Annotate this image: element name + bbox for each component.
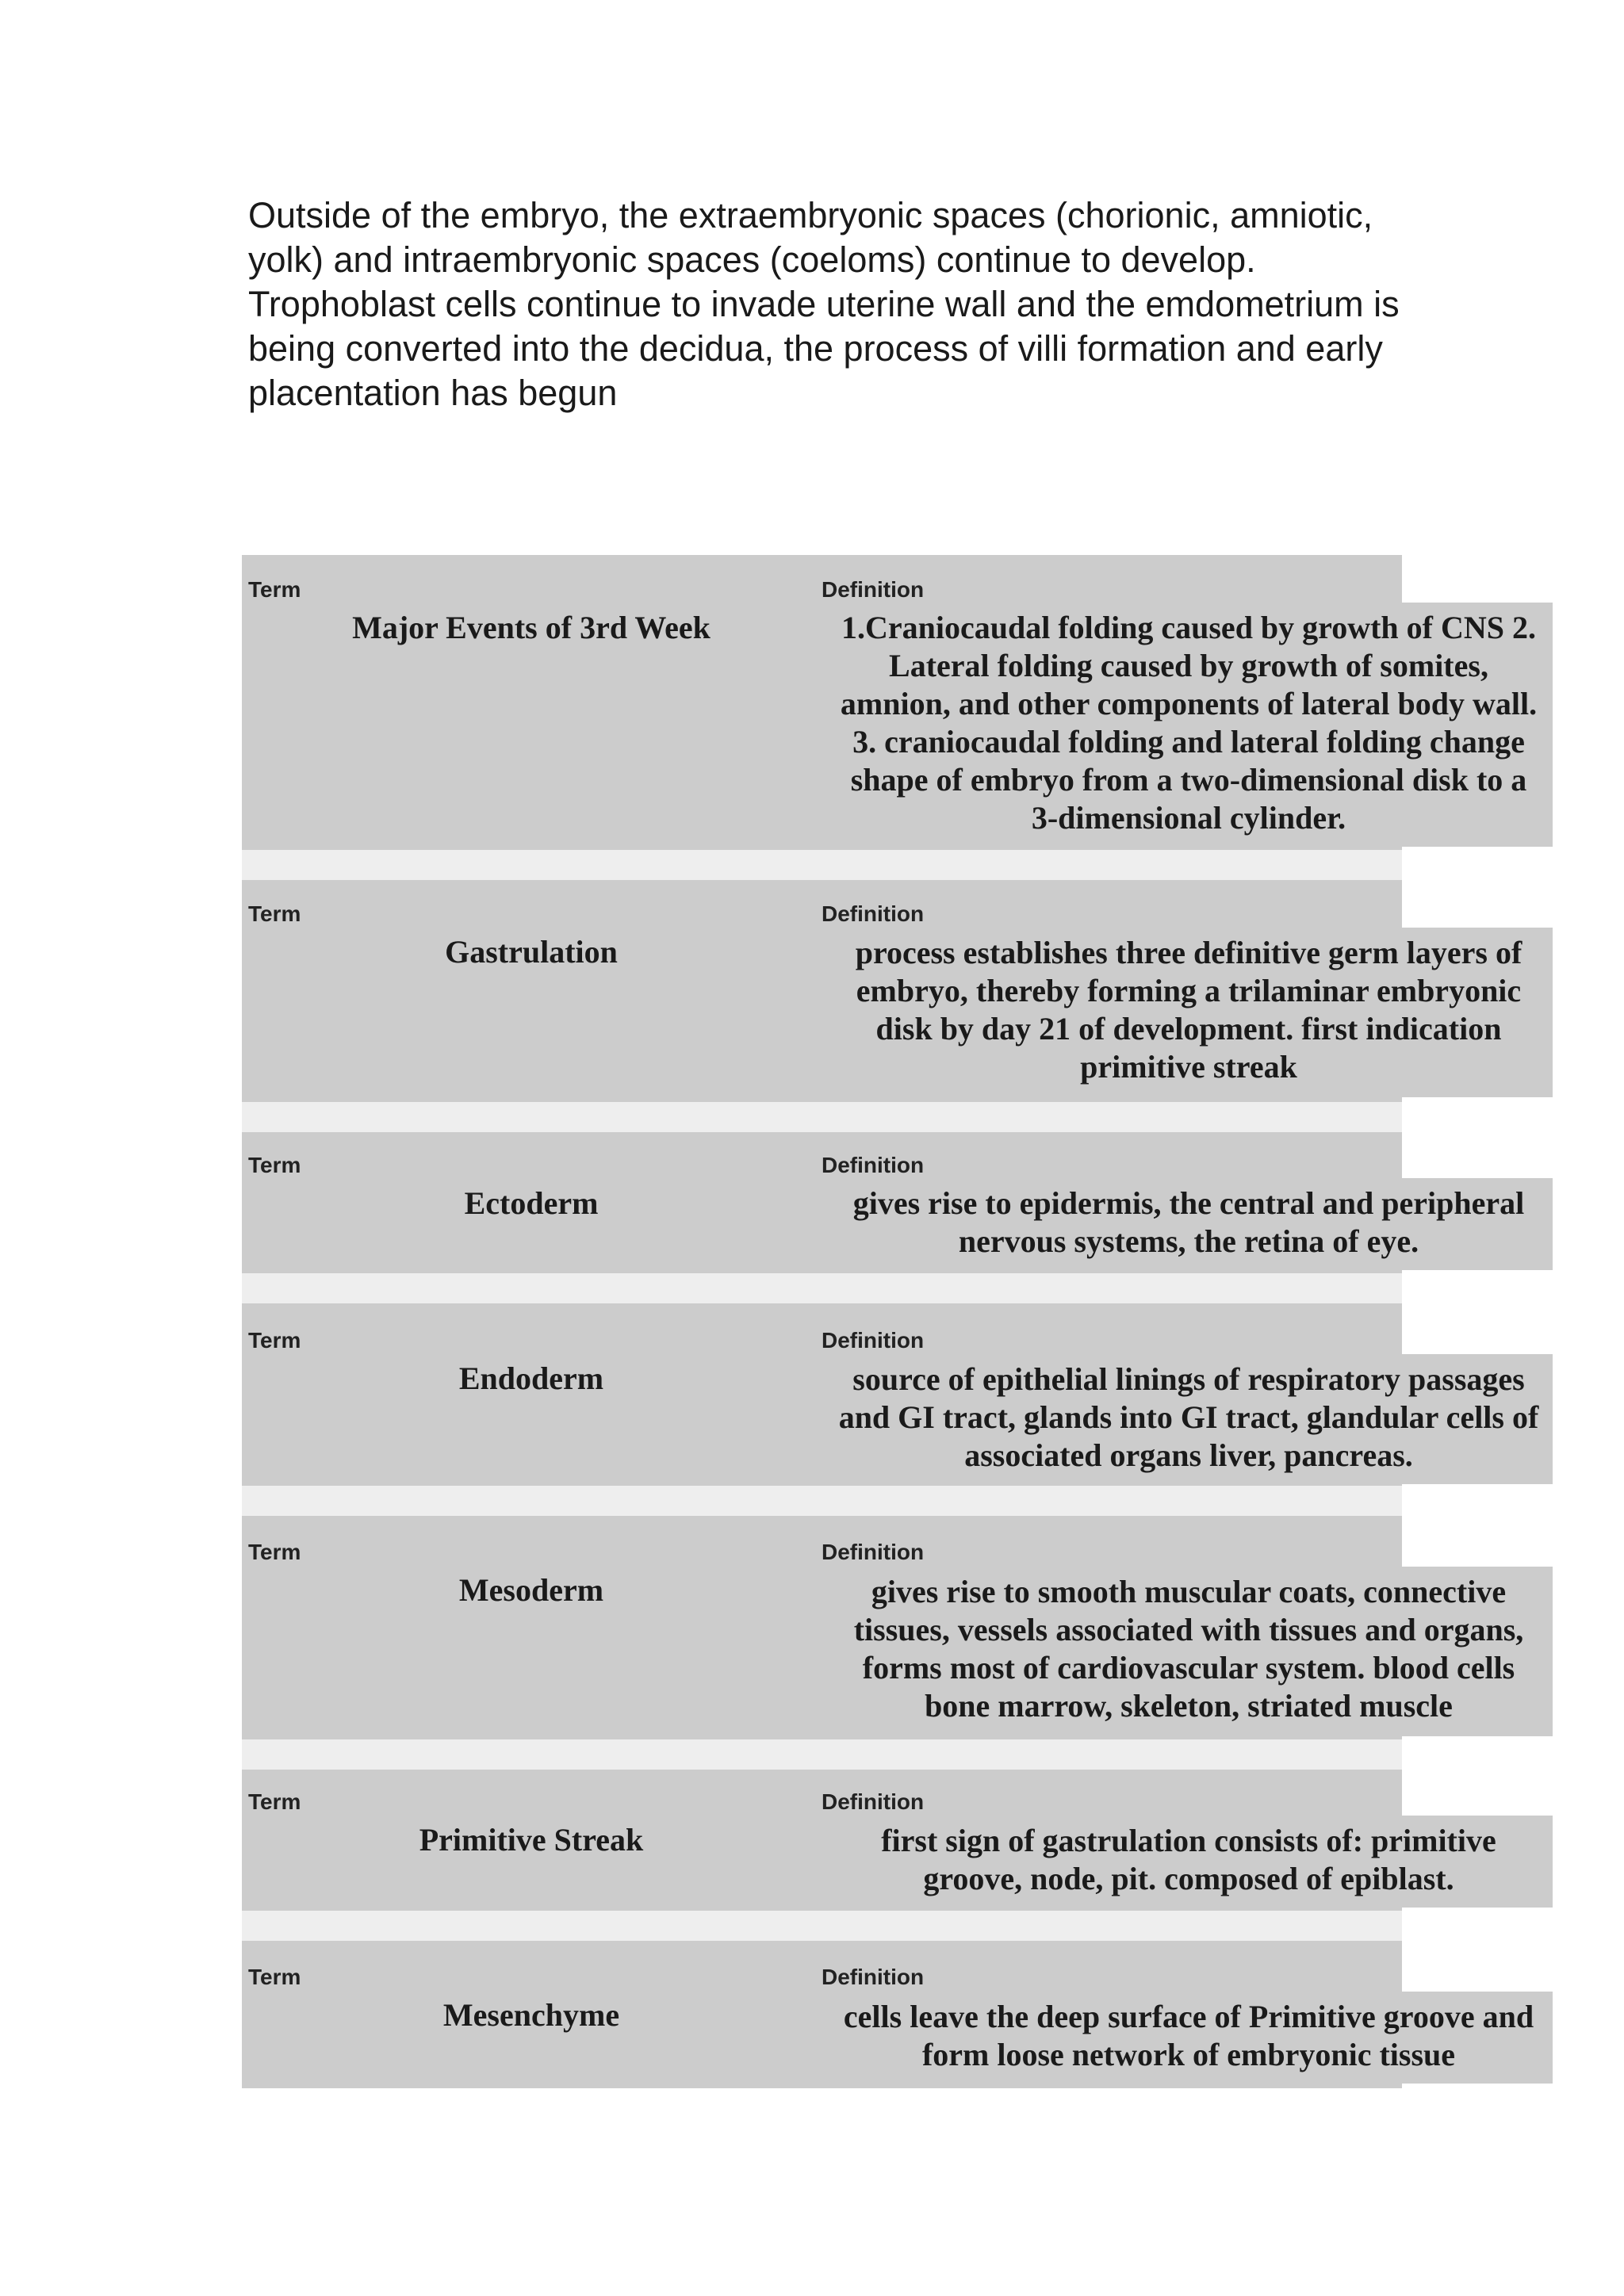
term-header: Term [248,1153,301,1177]
term-header: Term [248,901,301,926]
definition-text: 1.Craniocaudal folding caused by growth of CNS 2. Lateral folding caused by growth of somites, amnion, and other components of lateral body wall. 3. craniocaudal folding and lateral folding change shape of embryo from a two-dimensional disk to a 3-dimensional cylinder. [825,603,1553,847]
definition-header: Definition [822,1540,925,1564]
definition-header: Definition [822,1153,925,1177]
definition-text: source of epithelial linings of respiratory passages and GI tract, glands into GI tract, glandular cells of associated organs liver, pancreas. [825,1354,1553,1484]
definition-header: Definition [822,901,925,926]
term-text: Ectoderm [464,1185,599,1221]
row-divider [242,1739,1402,1770]
definition-header: Definition [822,1789,925,1814]
definition-text: gives rise to epidermis, the central and peripheral nervous systems, the retina of eye. [825,1178,1553,1270]
term-text: Endoderm [458,1360,604,1396]
term-header: Term [248,1789,301,1814]
definition-text: first sign of gastrulation consists of: primitive groove, node, pit. composed of epiblast. [825,1816,1553,1908]
definition-text: process establishes three definitive germ layers of embryo, thereby forming a trilaminar embryonic disk by day 21 of development. first indication primitive streak [825,928,1553,1097]
definition-text: cells leave the deep surface of Primitive groove and form loose network of embryonic tissue [825,1992,1553,2084]
term-header: Term [248,1540,301,1564]
term-header: Term [248,577,301,602]
row-divider [242,850,1402,880]
term-text: Mesenchyme [442,1997,620,2033]
definition-header: Definition [822,1328,925,1353]
intro-paragraph: Outside of the embryo, the extraembryonic spaces (chorionic, amniotic, yolk) and intraembryonic spaces (coeloms) continue to develop. Trophoblast cells continue to invade uterine wall and the emdometrium is being converted into the decidua, the process of villi formation and early placentation has begun [248,195,1400,413]
term-text: Mesoderm [458,1572,604,1608]
definition-text: gives rise to smooth muscular coats, connective tissues, vessels associated with tissues and organs, forms most of cardiovascular system. blood cells bone marrow, skeleton, striated muscle [825,1567,1553,1736]
term-text: Primitive Streak [419,1822,644,1858]
term-text: Gastrulation [445,934,618,970]
term-header: Term [248,1965,301,1989]
row-divider [242,1273,1402,1303]
definition-header: Definition [822,577,925,602]
term-header: Term [248,1328,301,1353]
term-text: Major Events of 3rd Week [352,610,710,645]
row-divider [242,1486,1402,1516]
row-divider [242,1911,1402,1941]
row-divider [242,1102,1402,1132]
definition-header: Definition [822,1965,925,1989]
